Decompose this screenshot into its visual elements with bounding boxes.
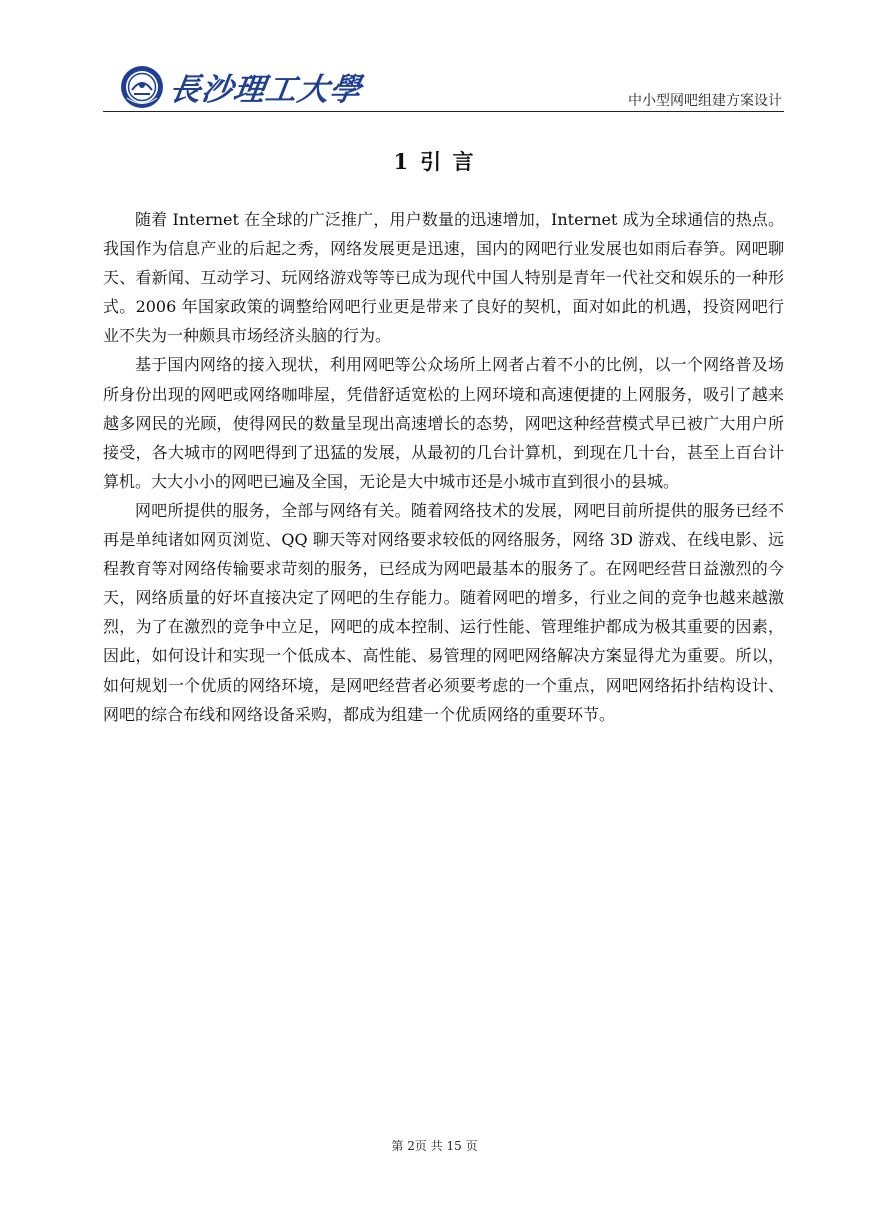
university-name-calligraphy: 長沙理工大學 — [166, 72, 365, 108]
paragraph-2: 基于国内网络的接入现状，利用网吧等公众场所上网者占着不小的比例，以一个网络普及场所身份出现的网吧或网络咖啡屋，凭借舒适宽松的上网环境和高速便捷的上网服务，吸引了越来越多网民的光顾，使得网民的数量呈现出高速增长的态势，网吧这种经营模式早已被广大用户所接受，各大城市的网吧得到了迅猛的发展，从最初的几台计算机，到现在几十台，甚至上百台计算机。大大小小的网吧已遍及全国，无论是大中城市还是小城市直到很小的县城。 — [103, 355, 784, 491]
page-number: 第 2页 共 15 页 — [391, 1139, 478, 1153]
chapter-heading — [0, 146, 869, 176]
university-logo — [120, 64, 365, 109]
paragraph-3: 网吧所提供的服务，全部与网络有关。随着网络技术的发展，网吧目前所提供的服务已经不再是单纯诸如网页浏览、QQ 聊天等对网络要求较低的网络服务，网络 3D 游戏、在线电影、远程教育等对网络传输要求苛刻的服务，已经成为网吧最基本的服务了。在网吧经营日益激烈的今天，网络质量的好坏直接决定了网吧的生存能力。随着网吧的增多，行业之间的竞争也越来越激烈，为了在激烈的竞争中立足，网吧的成本控制、运行性能、管理维护都成为极其重要的因素，因此，如何设计和实现一个低成本、高性能、易管理的网吧网络解决方案显得尤为重要。所以，如何规划一个优质的网络环境，是网吧经营者必须要考虑的一个重点，网吧网络拓扑结构设计、网吧的综合布线和网络设备采购，都成为组建一个优质网络的重要环节。 — [103, 500, 784, 724]
body-text — [103, 205, 784, 729]
running-title: 中小型网吧组建方案设计 — [628, 93, 782, 109]
page-header — [103, 60, 784, 112]
university-seal-icon — [120, 65, 164, 109]
page-footer — [0, 1137, 869, 1154]
paragraph-1: 随着 Internet 在全球的广泛推广，用户数量的迅速增加，Internet 成为全球通信的热点。我国作为信息产业的后起之秀，网络发展更是迅速，国内的网吧行业发展也如雨后春笋。网吧聊天、看新闻、互动学习、玩网络游戏等等已成为现代中国人特别是青年一代社交和娱乐的一种形式。2006 年国家政策的调整给网吧行业更是带来了良好的契机，面对如此的机遇，投资网吧行业不失为一种颇具市场经济头脑的行为。 — [103, 210, 784, 346]
chapter-title: 引 言 — [420, 149, 476, 174]
header-divider — [103, 111, 784, 112]
chapter-number: 1 — [393, 149, 411, 174]
